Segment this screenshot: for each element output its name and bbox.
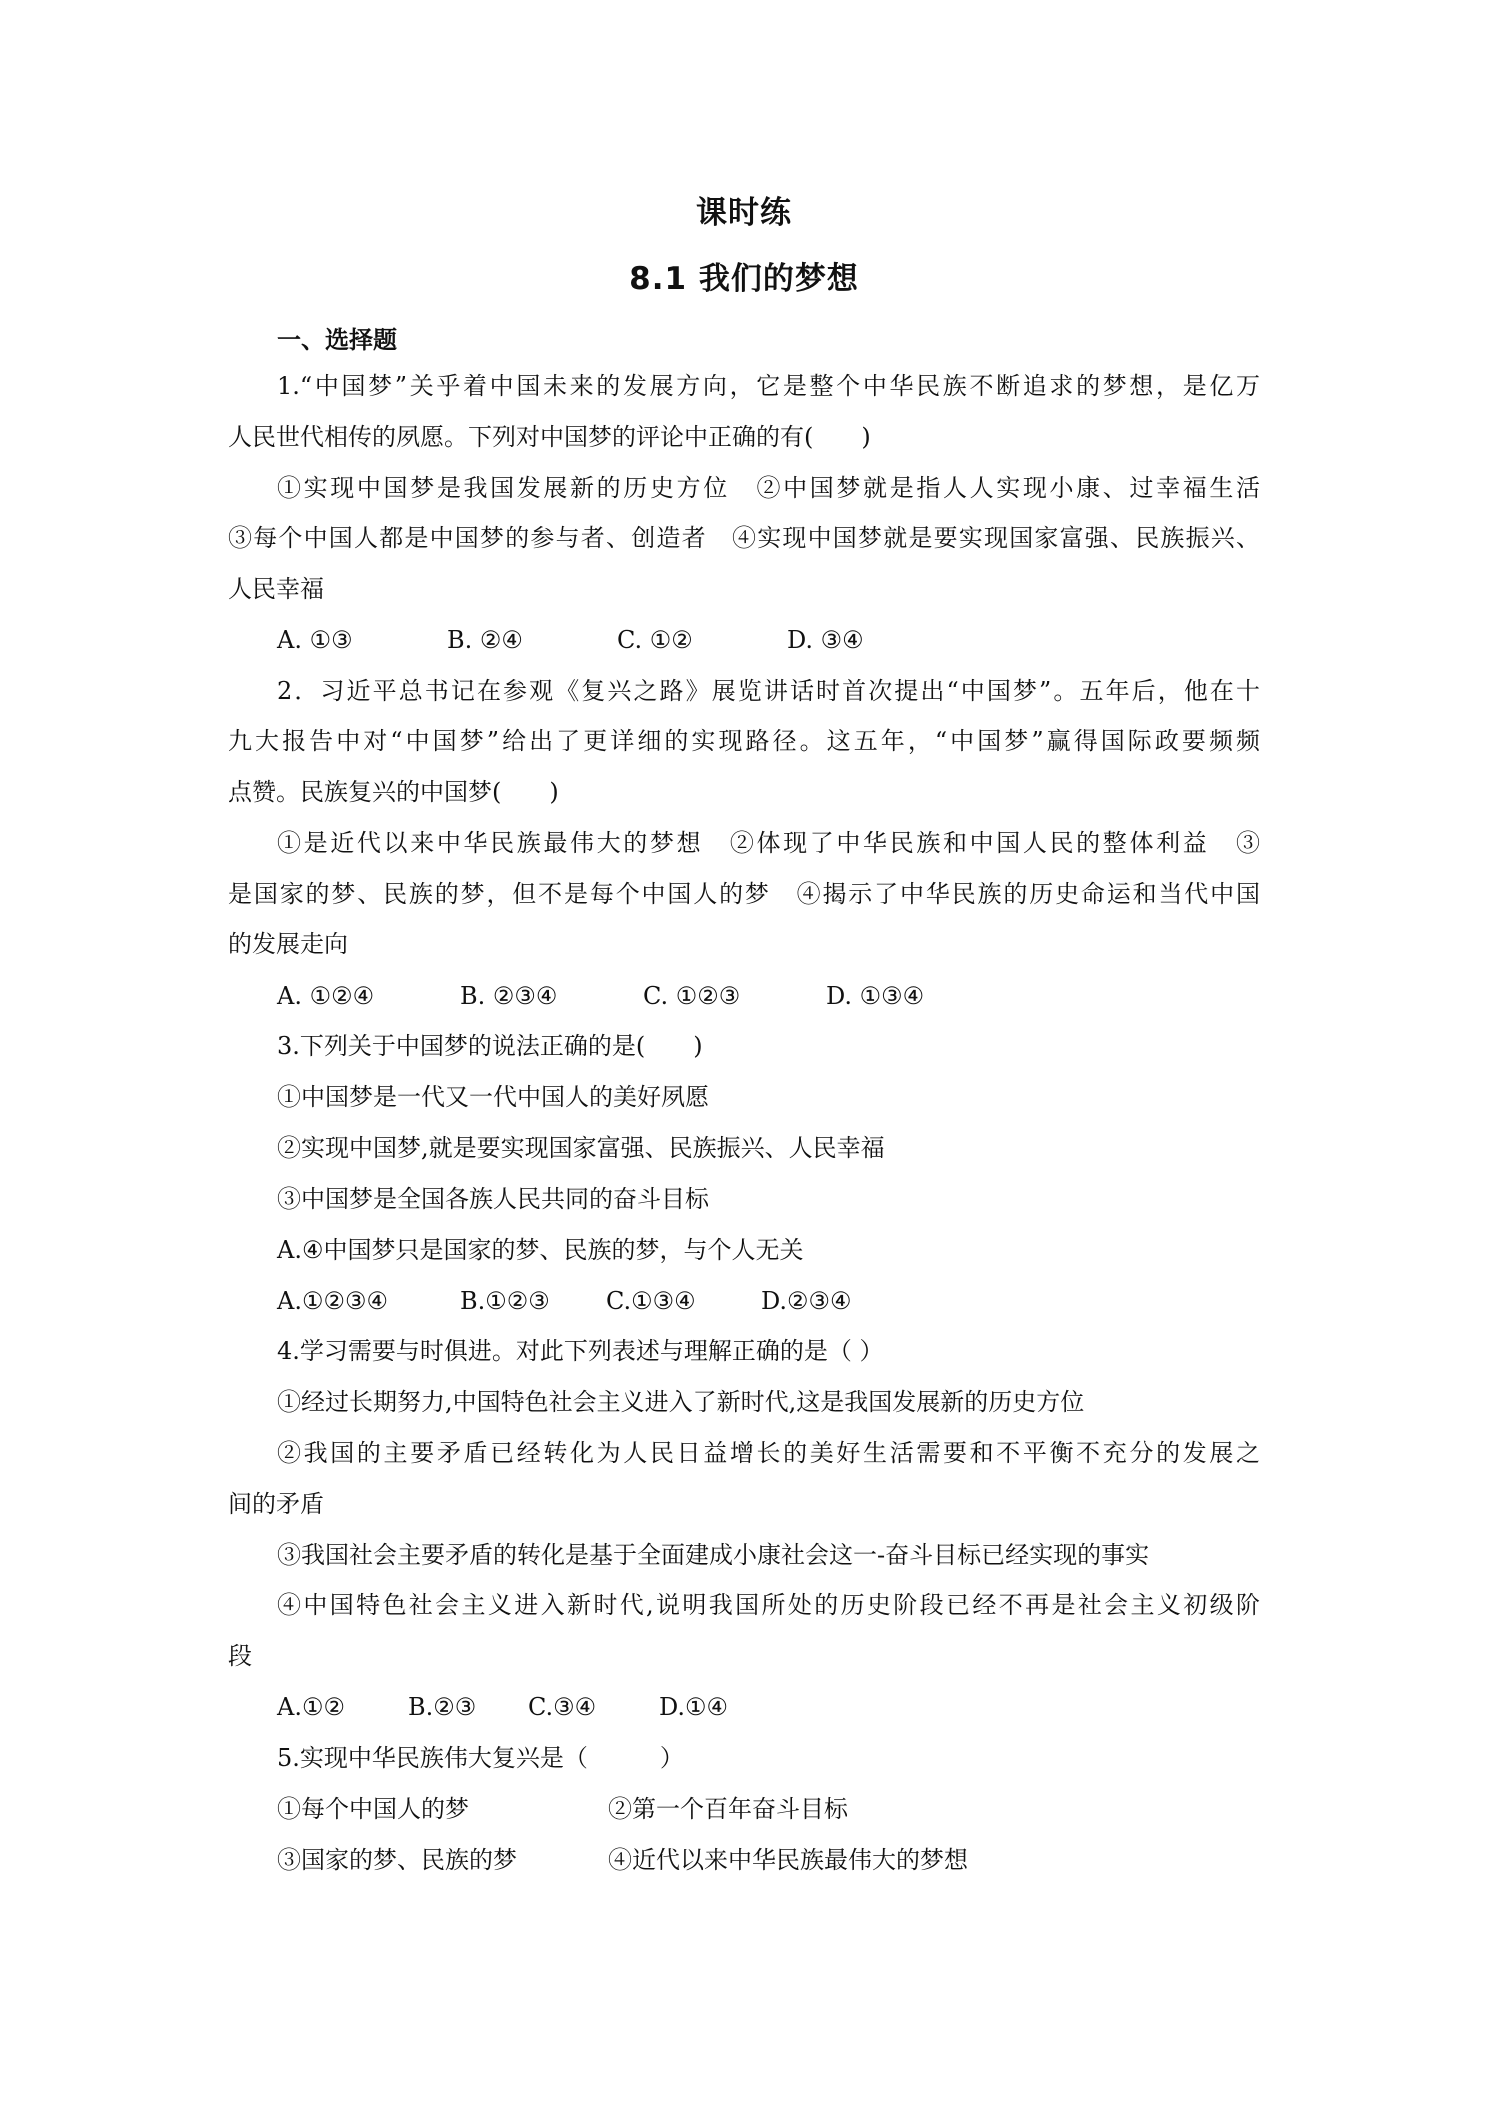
option-d: D. ③④ (787, 626, 864, 654)
question-item-line: ①每个中国人的梦 (277, 1795, 469, 1823)
page-title: 课时练 (696, 195, 792, 231)
answer-options (277, 981, 924, 1011)
question-item-line: ③国家的梦、民族的梦 (277, 1846, 517, 1874)
question-stem-line: 九大报告中对“中国梦”给出了更详细的实现路径。这五年，“中国梦”赢得国际政要频频 (228, 727, 1260, 755)
option-a: A. ①③ (277, 626, 353, 654)
option-c: C. ①②③ (643, 982, 741, 1010)
question-stem-line: 5.实现中华民族伟大复兴是（ ） (277, 1744, 684, 1772)
question-item-line: 间的矛盾 (228, 1490, 324, 1518)
question-item-line: ④近代以来中华民族最伟大的梦想 (608, 1846, 968, 1874)
question-stem-line: 人民世代相传的夙愿。下列对中国梦的评论中正确的有( ) (228, 423, 871, 451)
question-item-line: ①实现中国梦是我国发展新的历史方位 ②中国梦就是指人人实现小康、过幸福生活 (277, 474, 1260, 502)
question-item-line: ②我国的主要矛盾已经转化为人民日益增长的美好生活需要和不平衡不充分的发展之 (277, 1439, 1260, 1467)
question-item-line: ③我国社会主要矛盾的转化是基于全面建成小康社会这一-奋斗目标已经实现的事实 (277, 1541, 1150, 1569)
question-item-line: ③每个中国人都是中国梦的参与者、创造者 ④实现中国梦就是要实现国家富强、民族振兴、 (228, 524, 1260, 552)
question-stem-line: 2．习近平总书记在参观《复兴之路》展览讲话时首次提出“中国梦”。五年后，他在十 (277, 677, 1260, 705)
option-a: A. ①②④ (277, 982, 375, 1010)
question-stem-line: 1.“中国梦”关乎着中国未来的发展方向，它是整个中华民族不断追求的梦想，是亿万 (277, 372, 1260, 400)
question-item-line: 的发展走向 (228, 930, 348, 958)
option-b: B. ②④ (447, 626, 523, 654)
question-item-line: 人民幸福 (228, 575, 324, 603)
option-a: A.①② (277, 1693, 345, 1721)
question-item-line: ①经过长期努力,中国特色社会主义进入了新时代,这是我国发展新的历史方位 (277, 1388, 1085, 1416)
question-item-line: A.④中国梦只是国家的梦、民族的梦，与个人无关 (277, 1236, 804, 1264)
question-stem-line: 点赞。民族复兴的中国梦( ) (228, 778, 559, 806)
option-d: D.②③④ (761, 1287, 852, 1315)
option-d: D.①④ (659, 1693, 729, 1721)
option-c: C.①③④ (606, 1287, 696, 1315)
option-b: B.①②③ (460, 1287, 550, 1315)
question-item-line: ③中国梦是全国各族人民共同的奋斗目标 (277, 1185, 709, 1213)
question-item-line: 段 (228, 1642, 252, 1670)
answer-options (277, 625, 864, 655)
answer-options (277, 1692, 728, 1722)
question-item-line: ①中国梦是一代又一代中国人的美好夙愿 (277, 1083, 709, 1111)
option-c: C.③④ (528, 1693, 597, 1721)
question-item-line: ④中国特色社会主义进入新时代,说明我国所处的历史阶段已经不再是社会主义初级阶 (277, 1591, 1260, 1619)
option-b: B.②③ (408, 1693, 477, 1721)
question-stem-line: 4.学习需要与时俱进。对此下列表述与理解正确的是（ ） (277, 1337, 884, 1365)
option-d: D. ①③④ (826, 982, 925, 1010)
question-item-line: 是国家的梦、民族的梦，但不是每个中国人的梦 ④揭示了中华民族的历史命运和当代中国 (228, 880, 1260, 908)
question-item-line: ②第一个百年奋斗目标 (608, 1795, 848, 1823)
answer-options (277, 1286, 852, 1316)
section-heading: 一、选择题 (277, 326, 397, 354)
question-stem-line: 3.下列关于中国梦的说法正确的是( ) (277, 1032, 703, 1060)
option-c: C. ①② (617, 626, 693, 654)
option-b: B. ②③④ (460, 982, 558, 1010)
question-item-line: ②实现中国梦,就是要实现国家富强、民族振兴、人民幸福 (277, 1134, 885, 1162)
option-a: A.①②③④ (277, 1287, 389, 1315)
page-subtitle: 8.1 我们的梦想 (629, 261, 859, 297)
question-item-line: ①是近代以来中华民族最伟大的梦想 ②体现了中华民族和中国人民的整体利益 ③ (277, 829, 1260, 857)
